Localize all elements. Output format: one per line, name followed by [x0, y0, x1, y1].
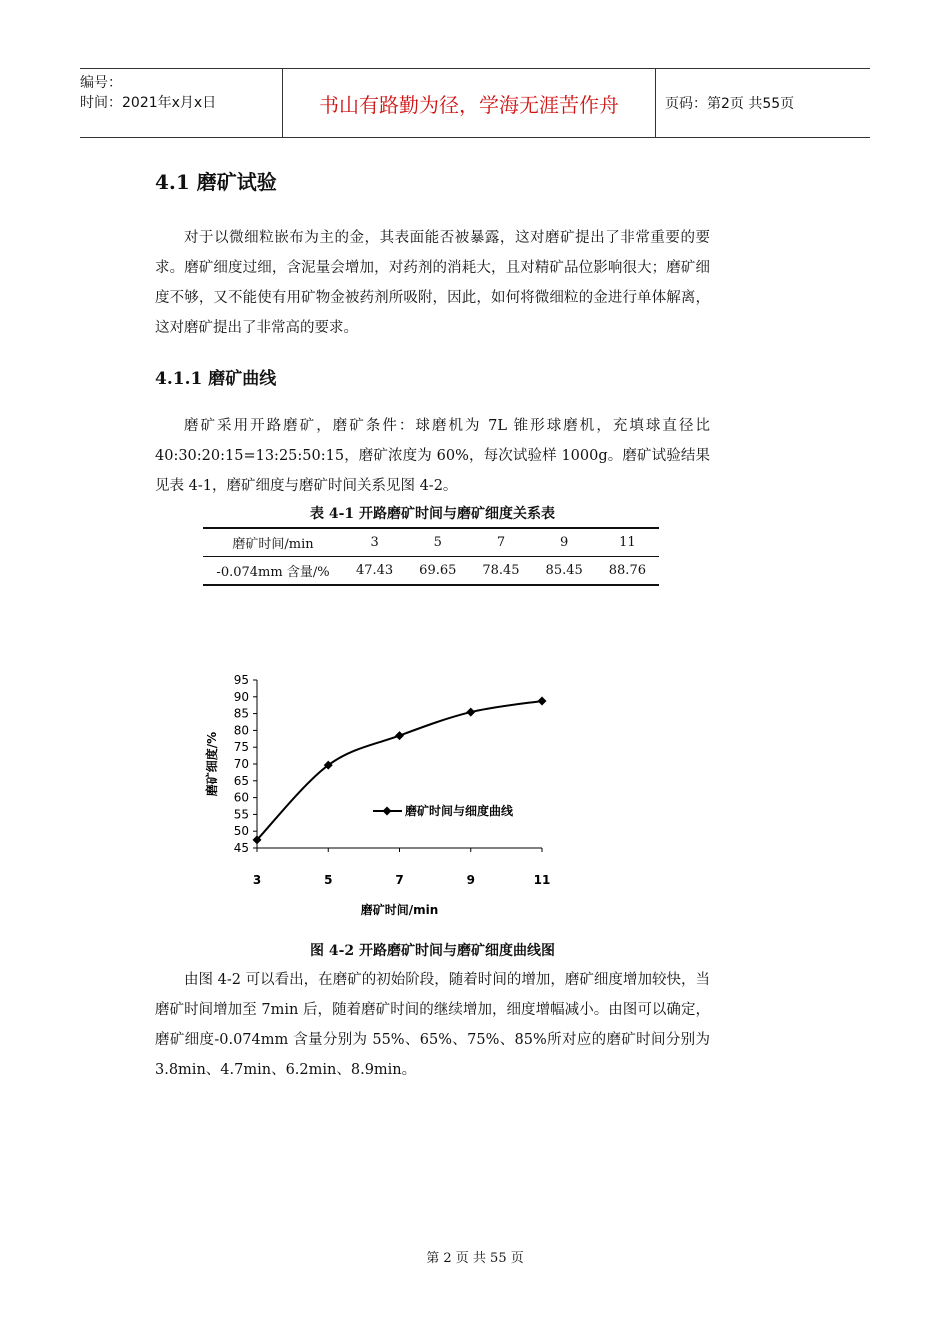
x-tick-label: 11 [533, 873, 551, 887]
x-tick-label: 5 [324, 873, 333, 887]
table-row-label: -0.074mm 含量/% [216, 565, 330, 580]
table-caption: 表 4-1 开路磨矿时间与磨矿细度关系表 [309, 506, 556, 522]
y-tick-label: 45 [233, 841, 249, 855]
page-footer: 第 2 页 共 55 页 [426, 1251, 524, 1266]
y-tick-label: 85 [233, 706, 249, 721]
series-line [257, 701, 542, 840]
y-tick-label: 75 [233, 740, 249, 755]
header-motto: 书山有路勤为径，学海无涯苦作舟 [282, 69, 656, 137]
table-row [203, 557, 659, 586]
x-tick-label: 7 [395, 873, 404, 887]
data-point-marker [538, 696, 547, 705]
table-cell: 47.43 [355, 563, 394, 578]
legend-marker [383, 807, 392, 816]
y-tick-label: 50 [233, 824, 249, 839]
serial-label: 编号： [80, 75, 122, 91]
y-tick-label: 55 [233, 807, 249, 822]
y-tick-label: 65 [233, 773, 249, 788]
date-label: 时间：2021年x月x日 [80, 95, 217, 111]
table-cell: 7 [469, 528, 532, 557]
y-tick-label: 95 [233, 673, 249, 687]
legend-label: 磨矿时间与细度曲线 [405, 804, 514, 818]
table-cell: 9 [533, 528, 596, 557]
y-tick-label: 70 [233, 757, 249, 771]
analysis-paragraph: 由图 4-2 可以看出，在磨矿的初始阶段，随着时间的增加，磨矿细度增加较快，当磨矿时间增加至 7min 后，随着磨矿时间的继续增加，细度增幅减小。由图可以确定，磨矿细度-0.074mm 含量分别为 55%、65%、75%、85%所对应的磨矿时间分别为 3.8min、4.7min、6.2min、8.9min。 [155, 972, 710, 1078]
x-tick-label: 9 [466, 873, 475, 887]
y-axis-label: 磨矿细度/% [205, 731, 219, 797]
y-tick-label: 80 [233, 723, 249, 738]
table-cell: 5 [406, 528, 469, 557]
page-header [80, 68, 870, 138]
x-tick-label: 3 [252, 873, 262, 887]
table-cell: 85.45 [545, 563, 583, 578]
table-row [203, 528, 659, 557]
conditions-paragraph: 磨矿采用开路磨矿，磨矿条件：球磨机为 7L 锥形球磨机，充填球直径比 40:30:20:15=13:25:50:15，磨矿浓度为 60%，每次试验样 1000g。磨矿试验结果见表 4-1，磨矿细度与磨矿时间关系见图 4-2。 [155, 418, 710, 494]
section-title: 4.1 磨矿试验 [155, 170, 277, 194]
grinding-table [203, 527, 659, 586]
y-tick-label: 90 [233, 689, 249, 704]
x-axis-label: 磨矿时间/min [360, 903, 439, 917]
header-meta [80, 69, 282, 137]
grinding-curve-chart [190, 660, 570, 930]
figure-caption: 图 4-2 开路磨矿时间与磨矿细度曲线图 [309, 943, 556, 959]
data-point-marker [466, 708, 475, 717]
table-cell: 69.65 [419, 563, 457, 578]
header-page-info: 页码：第2页 共55页 [665, 96, 795, 112]
table-row-label: 磨矿时间/min [203, 528, 343, 557]
subsection-title: 4.1.1 磨矿曲线 [155, 369, 277, 389]
data-point-marker [395, 731, 404, 740]
y-tick-label: 60 [233, 790, 249, 805]
intro-paragraph: 对于以微细粒嵌布为主的金，其表面能否被暴露，这对磨矿提出了非常重要的要求。磨矿细度过细，含泥量会增加，对药剂的消耗大，且对精矿品位影响很大；磨矿细度不够，又不能使有用矿物金被药剂所吸附，因此，如何将微细粒的金进行单体解离，这对磨矿提出了非常高的要求。 [155, 230, 710, 336]
table-cell: 3 [343, 528, 406, 557]
table-cell: 78.45 [482, 563, 520, 578]
table-cell: 11 [596, 528, 659, 557]
table-cell: 88.76 [608, 563, 646, 578]
